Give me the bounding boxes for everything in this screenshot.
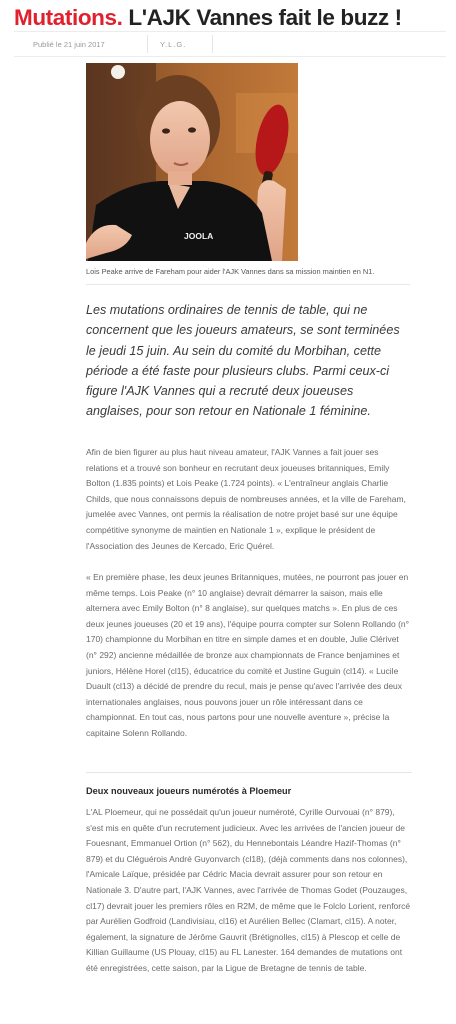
section-divider (86, 772, 412, 773)
headline-title: L'AJK Vannes fait le buzz ! (128, 5, 402, 30)
caption-divider (86, 284, 410, 285)
paragraph-text: L'AL Ploemeur, qui ne possédait qu'un joueur numéroté, Cyrille Ourvouai (n° 879), s'est mis en quête d'un recrutement judicieux. Avec les arrivées de l'ancien joueur de Fouesnant, Emmanuel Ortion (n° 562), du Hennebontais Léandre Hazif-Thomas (n° 879) et du Cléguérois André Guyonvarch (cl18), (déjà comments dans nos colonnes), l'Amicale Laïque, présidée par Cédric Macia devrait assurer pour son retour en Nationale 3. D'autre part, l'AJK Vannes, avec l'arrivée de Thomas Godet (Pouzauges, cl17) devrait jouer les premiers rôles en R2M, de même que le Folclo Lorient, renforcé par Aurélien Godfroid (Landivisiau, cl16) et Aurélien Bellec (Clamart, cl15). A noter, également, la signature de Jérôme Gauvrit (Brétignolles, cl15) à Plescop et celle de Killian Guillaume (US Plouay, cl15) au FL Lanester. 164 demandes de mutations ont été enregistrées, cette saison, par la Ligue de Bretagne de tennis de table. (86, 807, 411, 973)
article-meta (14, 31, 446, 57)
table-tennis-player-image (86, 63, 298, 261)
article-paragraph (86, 445, 411, 554)
headline-kicker: Mutations. (14, 5, 123, 30)
article-paragraph (86, 570, 411, 742)
section-heading: Deux nouveaux joueurs numérotés à Ploemeur (86, 786, 292, 796)
meta-divider (212, 35, 213, 53)
author-byline[interactable]: Y.L.G. (160, 40, 187, 49)
article-paragraph (86, 805, 411, 977)
paragraph-text: « En première phase, les deux jeunes Britanniques, mutées, ne pourront pas jouer en même temps. Lois Peake (n° 10 anglaise) devrait démarrer la saison, mais elle alternera avec Emily Bolton (n° 8 anglaise), sur quelques matchs ». En plus de ces deux jeunes joueuses (20 et 19 ans), l'équipe pourra compter sur Solenn Rollando (n° 170) championne du Morbihan en titre en simple dames et en double, Julie Clérivet (n° 292) ancienne médaillée de bronze aux championnats de France benjamines et juniors, Hélène Horel (cl15), éducatrice du comité et Justine Guguin (cl14). « Lucile Duault (cl13) a décidé de prendre du recul, mais je pense qu'avec l'arrivée des deux internationales anglaises, nous pouvons jouer un rôle intéressant dans ce championnat. En tout cas, nous partons pour une nouvelle aventure », précise la capitaine Solenn Rollando. (86, 572, 410, 738)
photo-caption: Lois Peake arrive de Fareham pour aider l'AJK Vannes dans sa mission maintien en N1. (86, 267, 375, 276)
publish-date: Publié le 21 juin 2017 (33, 40, 105, 49)
article-lead: Les mutations ordinaires de tennis de table, qui ne concernent que les joueurs amateurs, se sont terminées le jeudi 15 juin. Au sein du comité du Morbihan, cette période a été faste pour plusieurs clubs. Parmi ceux-ci figure l'AJK Vannes qui a recruté deux joueuses anglaises, pour son retour en Nationale 1 féminine. (86, 303, 400, 419)
meta-divider (147, 35, 148, 53)
article-headline (14, 5, 446, 31)
article-photo[interactable] (86, 63, 298, 261)
brand-logo: JOOLA (184, 231, 214, 241)
paragraph-text: Afin de bien figurer au plus haut niveau amateur, l'AJK Vannes a fait jouer ses relations et a trouvé son bonheur en recrutant deux joueuses britanniques, Emily Bolton (1.835 points) et Lois Peake (1.724 points). « L'entraîneur anglais Charlie Childs, que nous connaissons depuis de nombreuses années, et la ville de Fareham, jumelée avec Vannes, ont permis la réalisation de notre projet basé sur une équipe compétitive synonyme de maintien en Nationale 1 », explique le président de l'Association des Jeunes de Kercado, Eric Quérel. (86, 447, 406, 551)
